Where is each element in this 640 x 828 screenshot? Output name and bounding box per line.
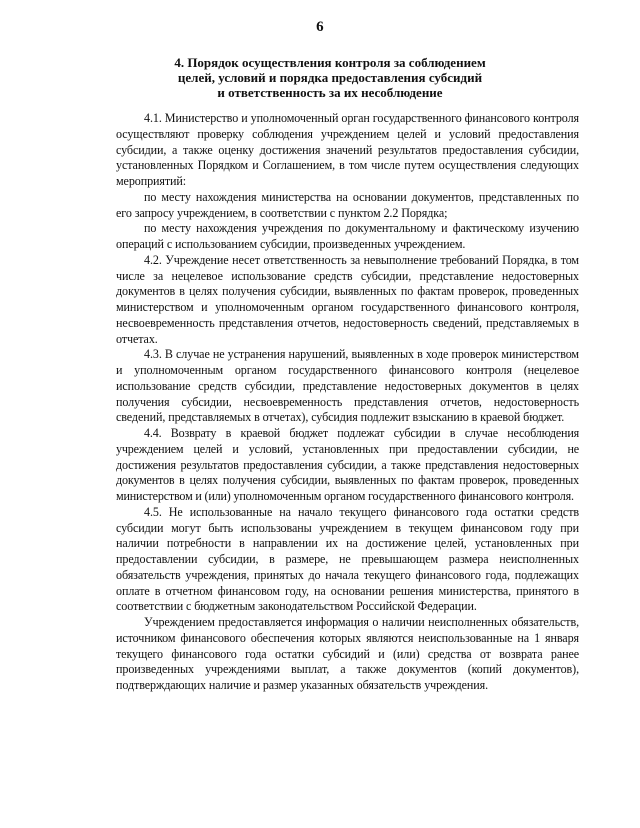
paragraph-4-1: 4.1. Министерство и уполномоченный орган государственного финансового контроля осуществляют проверку соблюдения учреждением целей и условий предоставления субсидии, а также оценку достижения значений результатов предоставления субсидии, установленных Порядком и Соглашением, в том числе путем осуществления следующих мероприятий: [116, 111, 579, 188]
paragraph-obligations-info: Учреждением предоставляется информация о наличии неисполненных обязательств, источником финансового обеспечения которых являются неиспользованные на 1 января текущего финансового года остатки субсидий и (или) средства от возврата ранее произведенных учреждениями выплат, а также документов (копий документов), подтверждающих наличие и размер указанных обязательств учреждения. [116, 615, 579, 692]
paragraph-institution-location: по месту нахождения учреждения по документальному и фактическому изучению операций с использованием субсидии, произведенных учреждением. [116, 221, 579, 251]
paragraph-4-5: 4.5. Не использованные на начало текущего финансового года остатки средств субсидии могут быть использованы учреждением в текущем финансовом году при наличии потребности в направлении их на достижение целей, установленных при предоставлении субсидии, в размере, не превышающем размера неисполненных обязательств учреждения, принятых до начала текущего финансового года, подлежащих оплате в отчетном финансовом году, на основании решения министерства, принятого в соответствии с бюджетным законодательством Российской Федерации. [116, 504, 579, 614]
heading-line: 4. Порядок осуществления контроля за соблюдением [174, 55, 486, 70]
page-number: 6 [316, 19, 324, 35]
paragraph-4-2: 4.2. Учреждение несет ответственность за невыполнение требований Порядка, в том числе за нецелевое использование средств субсидии, представление недостоверных документов в целях получения субсидии, выявленных по фактам проверок, проведенных министерством и уполномоченным органом государственного финансового контроля, несвоевременность представления отчетов, недостоверность сведений, представляемых в отчетах. [116, 252, 579, 346]
heading-line: и ответственность за их несоблюдение [217, 85, 443, 100]
paragraph-4-3: 4.3. В случае не устранения нарушений, выявленных в ходе проверок министерством и уполномоченным органом государственного финансового контроля (нецелевое использование средств субсидии, представление недостоверных документов в целях получения субсидии, несвоевременность представления отчетов, недостоверность сведений, представляемых в отчетах), субсидия подлежит взысканию в краевой бюджет. [116, 347, 579, 425]
heading-line: целей, условий и порядка предоставления субсидий [177, 70, 483, 85]
paragraph-4-4: 4.4. Возврату в краевой бюджет подлежат субсидии в случае несоблюдения учреждением целей и условий, установленных при предоставлении субсидии, не достижения результатов предоставления субсидии, а также представления недостоверных документов в целях получения субсидии, выявленных по фактам проверок, проведенных министерством и (или) уполномоченным органом государственного финансового контроля. [116, 426, 579, 503]
paragraph-ministry-location: по месту нахождения министерства на основании документов, представленных по его запросу учреждением, в соответствии с пунктом 2.2 Порядка; [116, 189, 579, 220]
document-body [116, 111, 579, 694]
section-heading [120, 55, 540, 100]
